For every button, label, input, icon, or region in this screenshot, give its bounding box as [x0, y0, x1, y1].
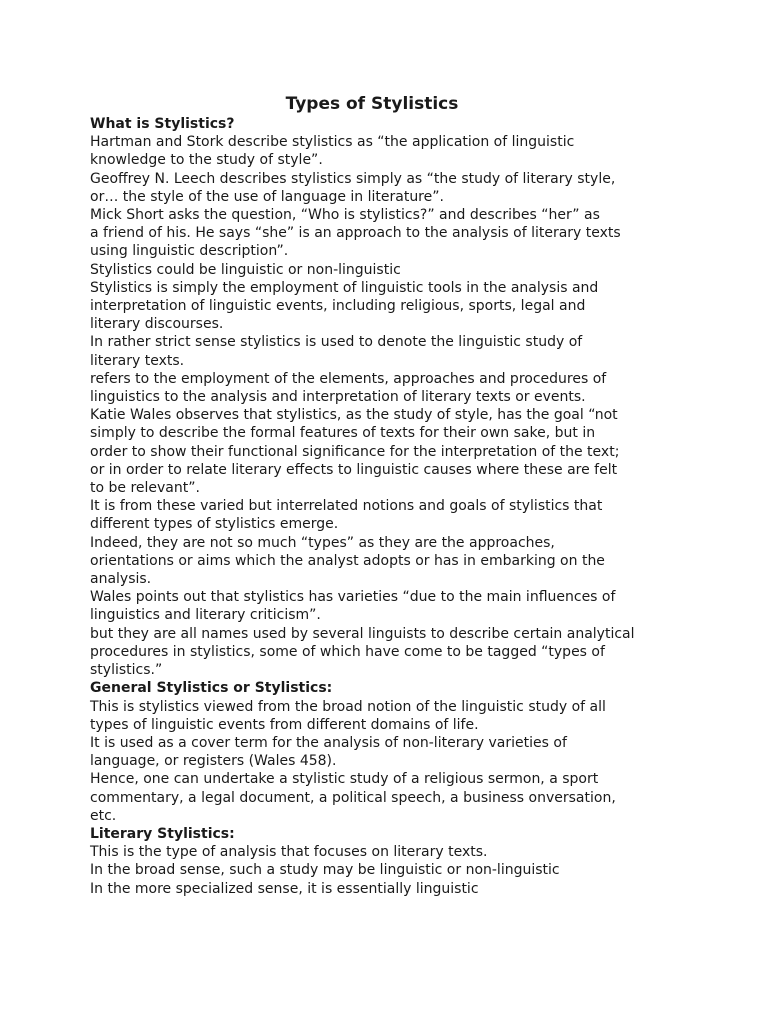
text-line: This is the type of analysis that focuses on literary texts. [90, 844, 488, 861]
text-line: procedures in stylistics, some of which have come to be tagged “types of [90, 643, 605, 660]
text-line: knowledge to the study of style”. [90, 152, 323, 169]
text-line: In rather strict sense stylistics is used to denote the linguistic study of [90, 334, 583, 351]
text-line: etc. [90, 807, 117, 824]
text-line: simply to describe the formal features of texts for their own sake, but in [90, 425, 596, 442]
text-line: literary discourses. [90, 316, 224, 333]
text-line: to be relevant”. [90, 480, 200, 497]
text-line: linguistics to the analysis and interpretation of literary texts or events. [90, 389, 586, 406]
text-line: order to show their functional significance for the interpretation of the text; [90, 443, 620, 460]
text-line: or in order to relate literary effects to linguistic causes where these are felt [90, 461, 618, 478]
text-line: Hence, one can undertake a stylistic study of a religious sermon, a sport [90, 771, 599, 788]
section-heading: Literary Stylistics: [90, 825, 235, 842]
text-line: literary texts. [90, 352, 185, 369]
text-line: Wales points out that stylistics has varieties “due to the main influences of [90, 589, 616, 606]
text-line: using linguistic description”. [90, 243, 289, 260]
text-line: different types of stylistics emerge. [90, 516, 339, 533]
text-line: interpretation of linguistic events, including religious, sports, legal and [90, 298, 586, 315]
text-line: analysis. [90, 571, 152, 588]
document-page [90, 93, 690, 898]
text-line: or… the style of the use of language in literature”. [90, 188, 444, 205]
text-line: orientations or aims which the analyst adopts or has in embarking on the [90, 552, 605, 569]
text-line: types of linguistic events from different domains of life. [90, 716, 479, 733]
text-line: Katie Wales observes that stylistics, as the study of style, has the goal “not [90, 407, 618, 424]
text-line: a friend of his. He says “she” is an approach to the analysis of literary texts [90, 225, 621, 242]
document-title: Types of Stylistics [285, 94, 459, 114]
text-line: In the more specialized sense, it is essentially linguistic [90, 880, 479, 897]
text-line: Geoffrey N. Leech describes stylistics simply as “the study of literary style, [90, 170, 616, 187]
section-heading: General Stylistics or Stylistics: [90, 680, 333, 697]
text-line: Hartman and Stork describe stylistics as “the application of linguistic [90, 134, 575, 151]
text-line: language, or registers (Wales 458). [90, 753, 337, 770]
text-line: It is used as a cover term for the analysis of non-literary varieties of [90, 734, 567, 751]
text-line: Stylistics could be linguistic or non-linguistic [90, 261, 401, 278]
text-line: refers to the employment of the elements, approaches and procedures of [90, 370, 607, 387]
text-line: In the broad sense, such a study may be linguistic or non-linguistic [90, 862, 560, 879]
text-line: Stylistics is simply the employment of linguistic tools in the analysis and [90, 279, 599, 296]
text-line: Indeed, they are not so much “types” as they are the approaches, [90, 534, 555, 551]
text-line: but they are all names used by several linguists to describe certain analytical [90, 625, 635, 642]
document-body [90, 115, 690, 898]
section-heading: What is Stylistics? [90, 116, 235, 132]
text-line: stylistics.” [90, 662, 163, 679]
text-line: linguistics and literary criticism”. [90, 607, 321, 624]
text-line: This is stylistics viewed from the broad notion of the linguistic study of all [90, 698, 606, 715]
text-line: commentary, a legal document, a political speech, a business onversation, [90, 789, 616, 806]
text-line: It is from these varied but interrelated notions and goals of stylistics that [90, 498, 603, 515]
text-line: Mick Short asks the question, “Who is stylistics?” and describes “her” as [90, 207, 600, 224]
